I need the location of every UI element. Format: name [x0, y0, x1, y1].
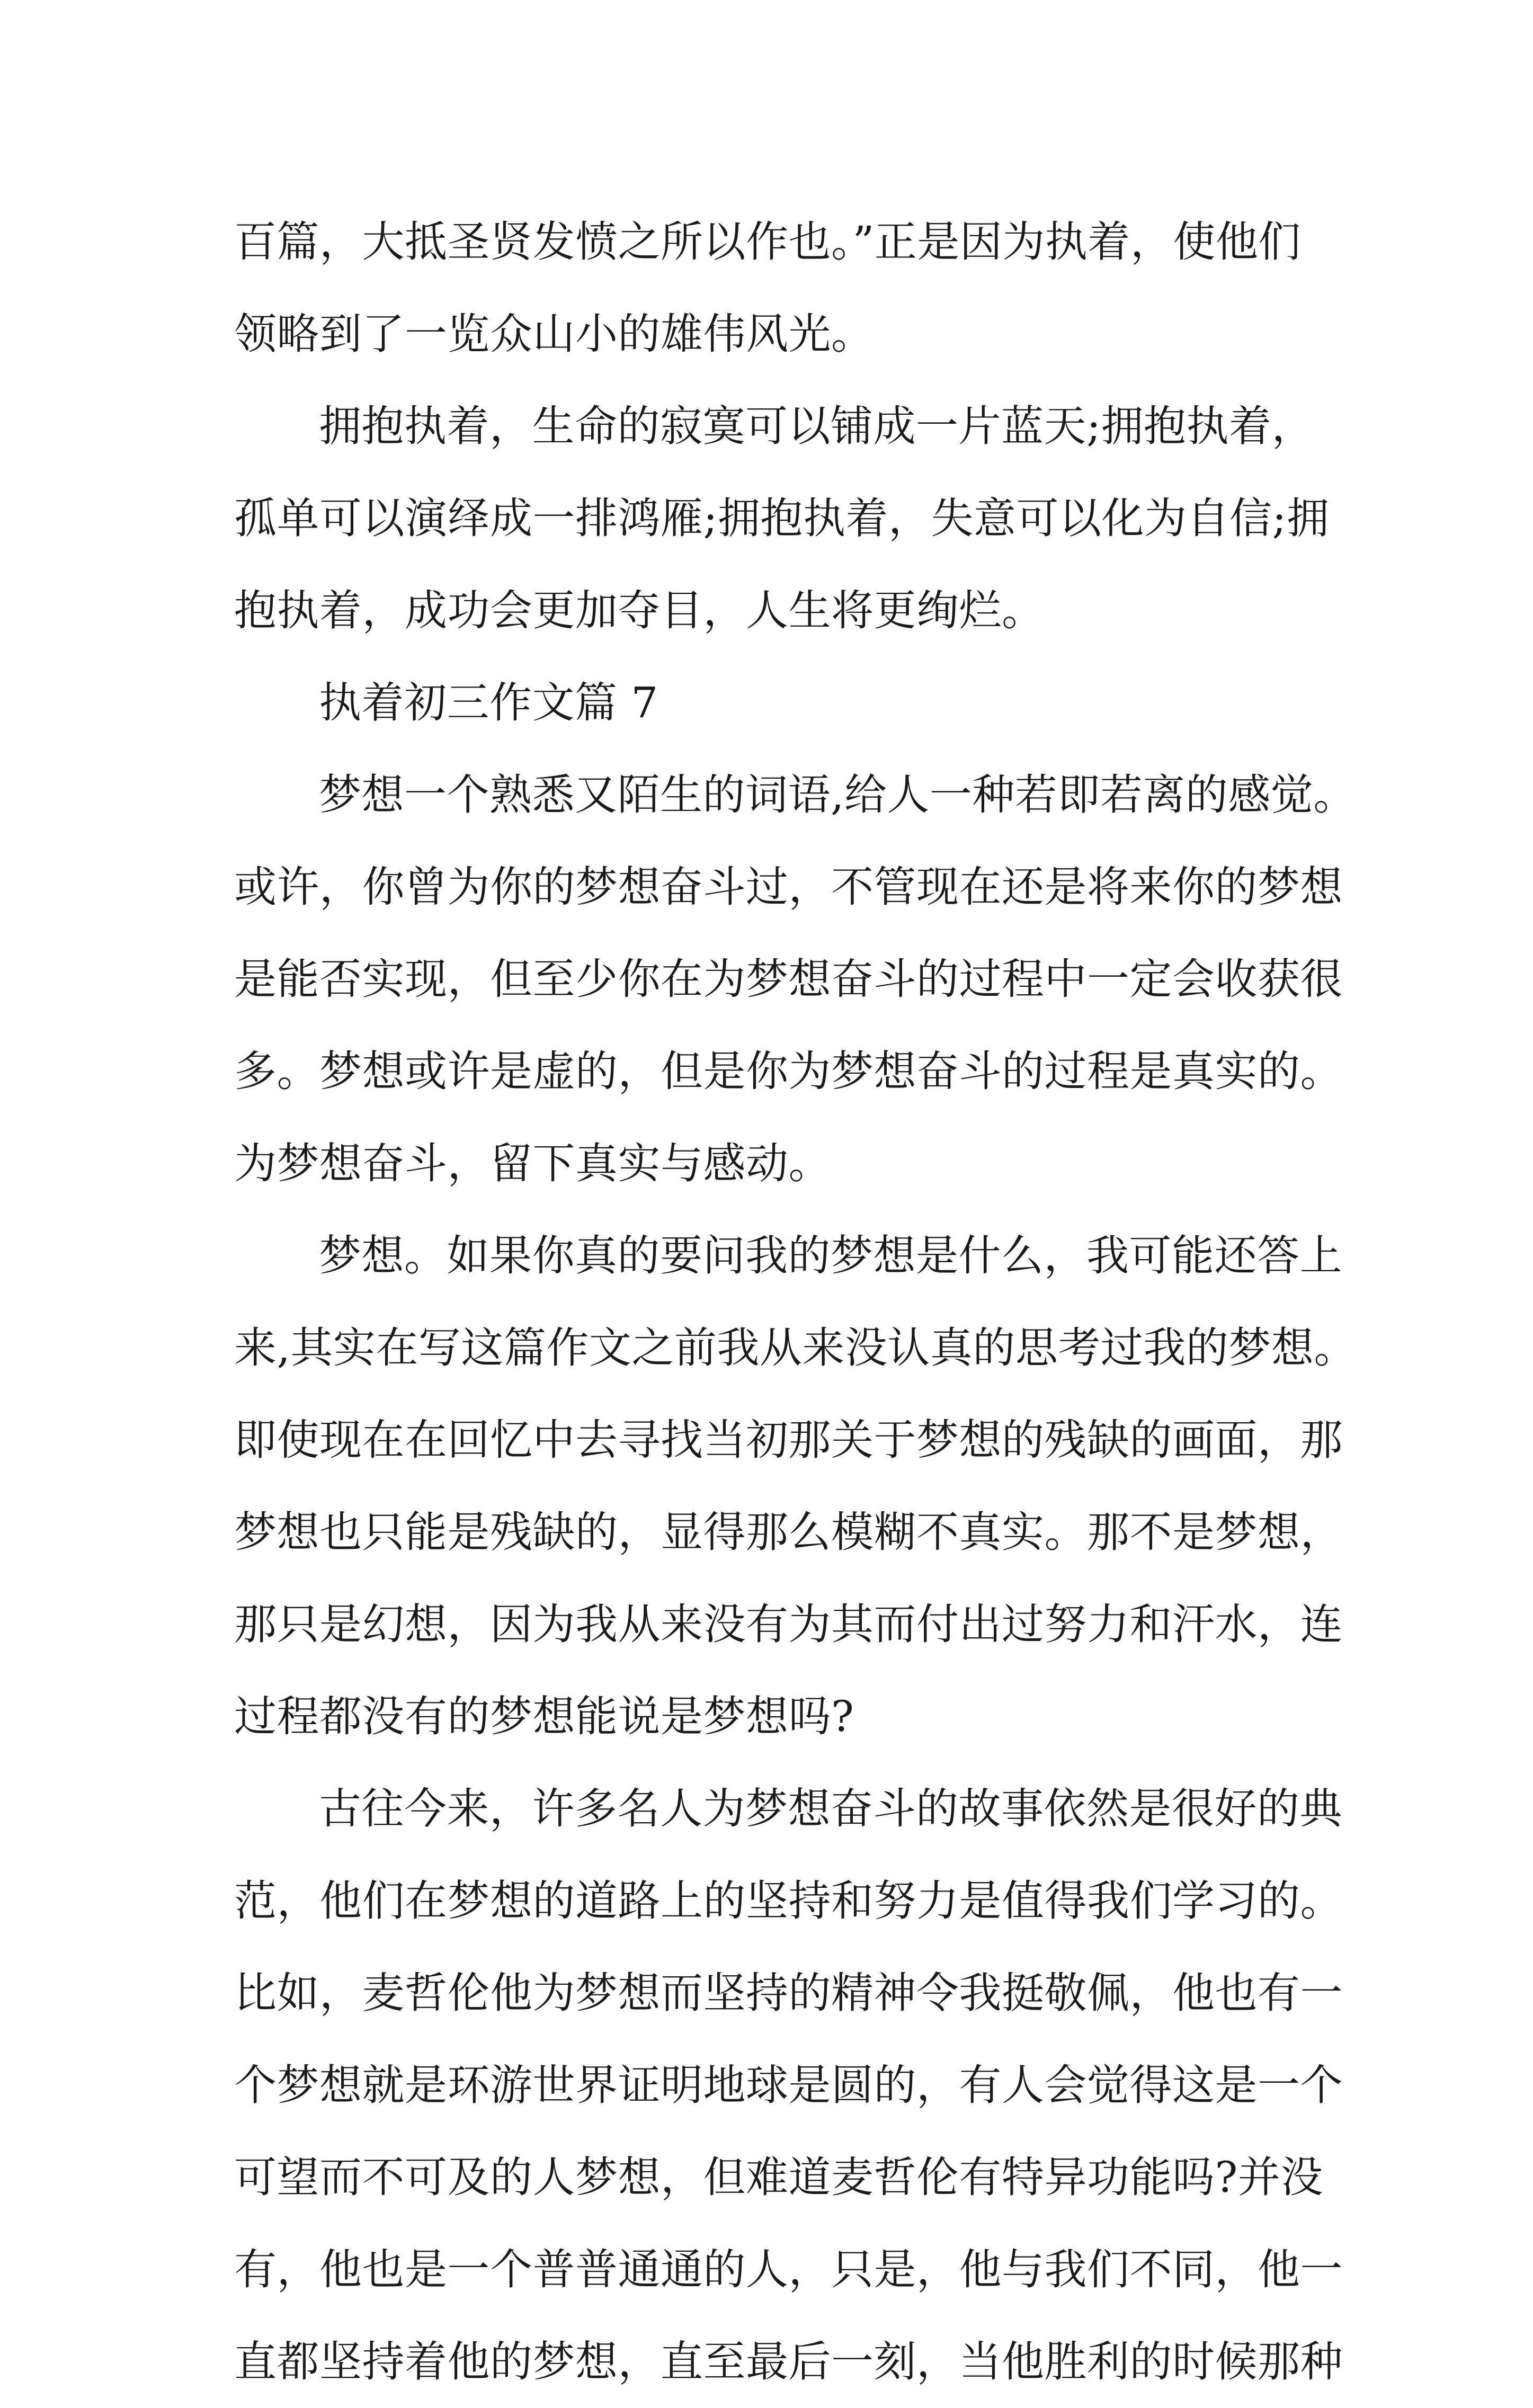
text-line: 个梦想就是环游世界证明地球是圆的，有人会觉得这是一个 [234, 2061, 1343, 2110]
document-body [234, 196, 1357, 2408]
text-line: 可望而不可及的人梦想，但难道麦哲伦有特异功能吗?并没 [234, 2153, 1323, 2202]
text-line: 抱执着，成功会更加夺目，人生将更绚烂。 [234, 586, 1045, 635]
text-line: 孤单可以演绎成一排鸿雁;拥抱执着，失意可以化为自信;拥 [234, 494, 1330, 543]
text-line: 过程都没有的梦想能说是梦想吗? [234, 1692, 854, 1741]
text-line: 为梦想奋斗，留下真实与感动。 [234, 1139, 831, 1188]
text-line: 或许，你曾为你的梦想奋斗过，不管现在还是将来你的梦想 [234, 862, 1343, 912]
text-line: 梦想。如果你真的要问我的梦想是什么，我可能还答上 [319, 1231, 1342, 1280]
text-line: 梦想一个熟悉又陌生的词语,给人一种若即若离的感觉。 [319, 770, 1356, 819]
text-line: 直都坚持着他的梦想，直至最后一刻，当他胜利的时候那种 [234, 2337, 1343, 2386]
text-line: 拥抱执着，生命的寂寞可以铺成一片蓝天;拥抱执着， [319, 402, 1314, 451]
text-line: 来,其实在写这篇作文之前我从来没认真的思考过我的梦想。 [234, 1323, 1357, 1372]
text-line: 梦想也只能是残缺的，显得那么模糊不真实。那不是梦想， [234, 1508, 1343, 1557]
text-line: 比如，麦哲伦他为梦想而坚持的精神令我挺敬佩，他也有一 [234, 1968, 1343, 2018]
text-line: 是能否实现，但至少你在为梦想奋斗的过程中一定会收获很 [234, 955, 1343, 1004]
section-heading: 执着初三作文篇 7 [319, 678, 658, 727]
text-line: 有，他也是一个普普通通的人，只是，他与我们不同，他一 [234, 2245, 1343, 2294]
text-line: 领略到了一览众山小的雄伟风光。 [234, 309, 874, 359]
text-line: 即使现在在回忆中去寻找当初那关于梦想的残缺的画面，那 [234, 1415, 1343, 1465]
text-line: 范，他们在梦想的道路上的坚持和努力是值得我们学习的。 [234, 1876, 1343, 1925]
text-line: 多。梦想或许是虚的，但是你为梦想奋斗的过程是真实的。 [234, 1047, 1343, 1096]
text-line: 古往今来，许多名人为梦想奋斗的故事依然是很好的典 [319, 1784, 1342, 1833]
text-line: 那只是幻想，因为我从来没有为其而付出过努力和汗水，连 [234, 1600, 1343, 1649]
text-line: 百篇，大抵圣贤发愤之所以作也。”正是因为执着，使他们 [234, 217, 1301, 266]
